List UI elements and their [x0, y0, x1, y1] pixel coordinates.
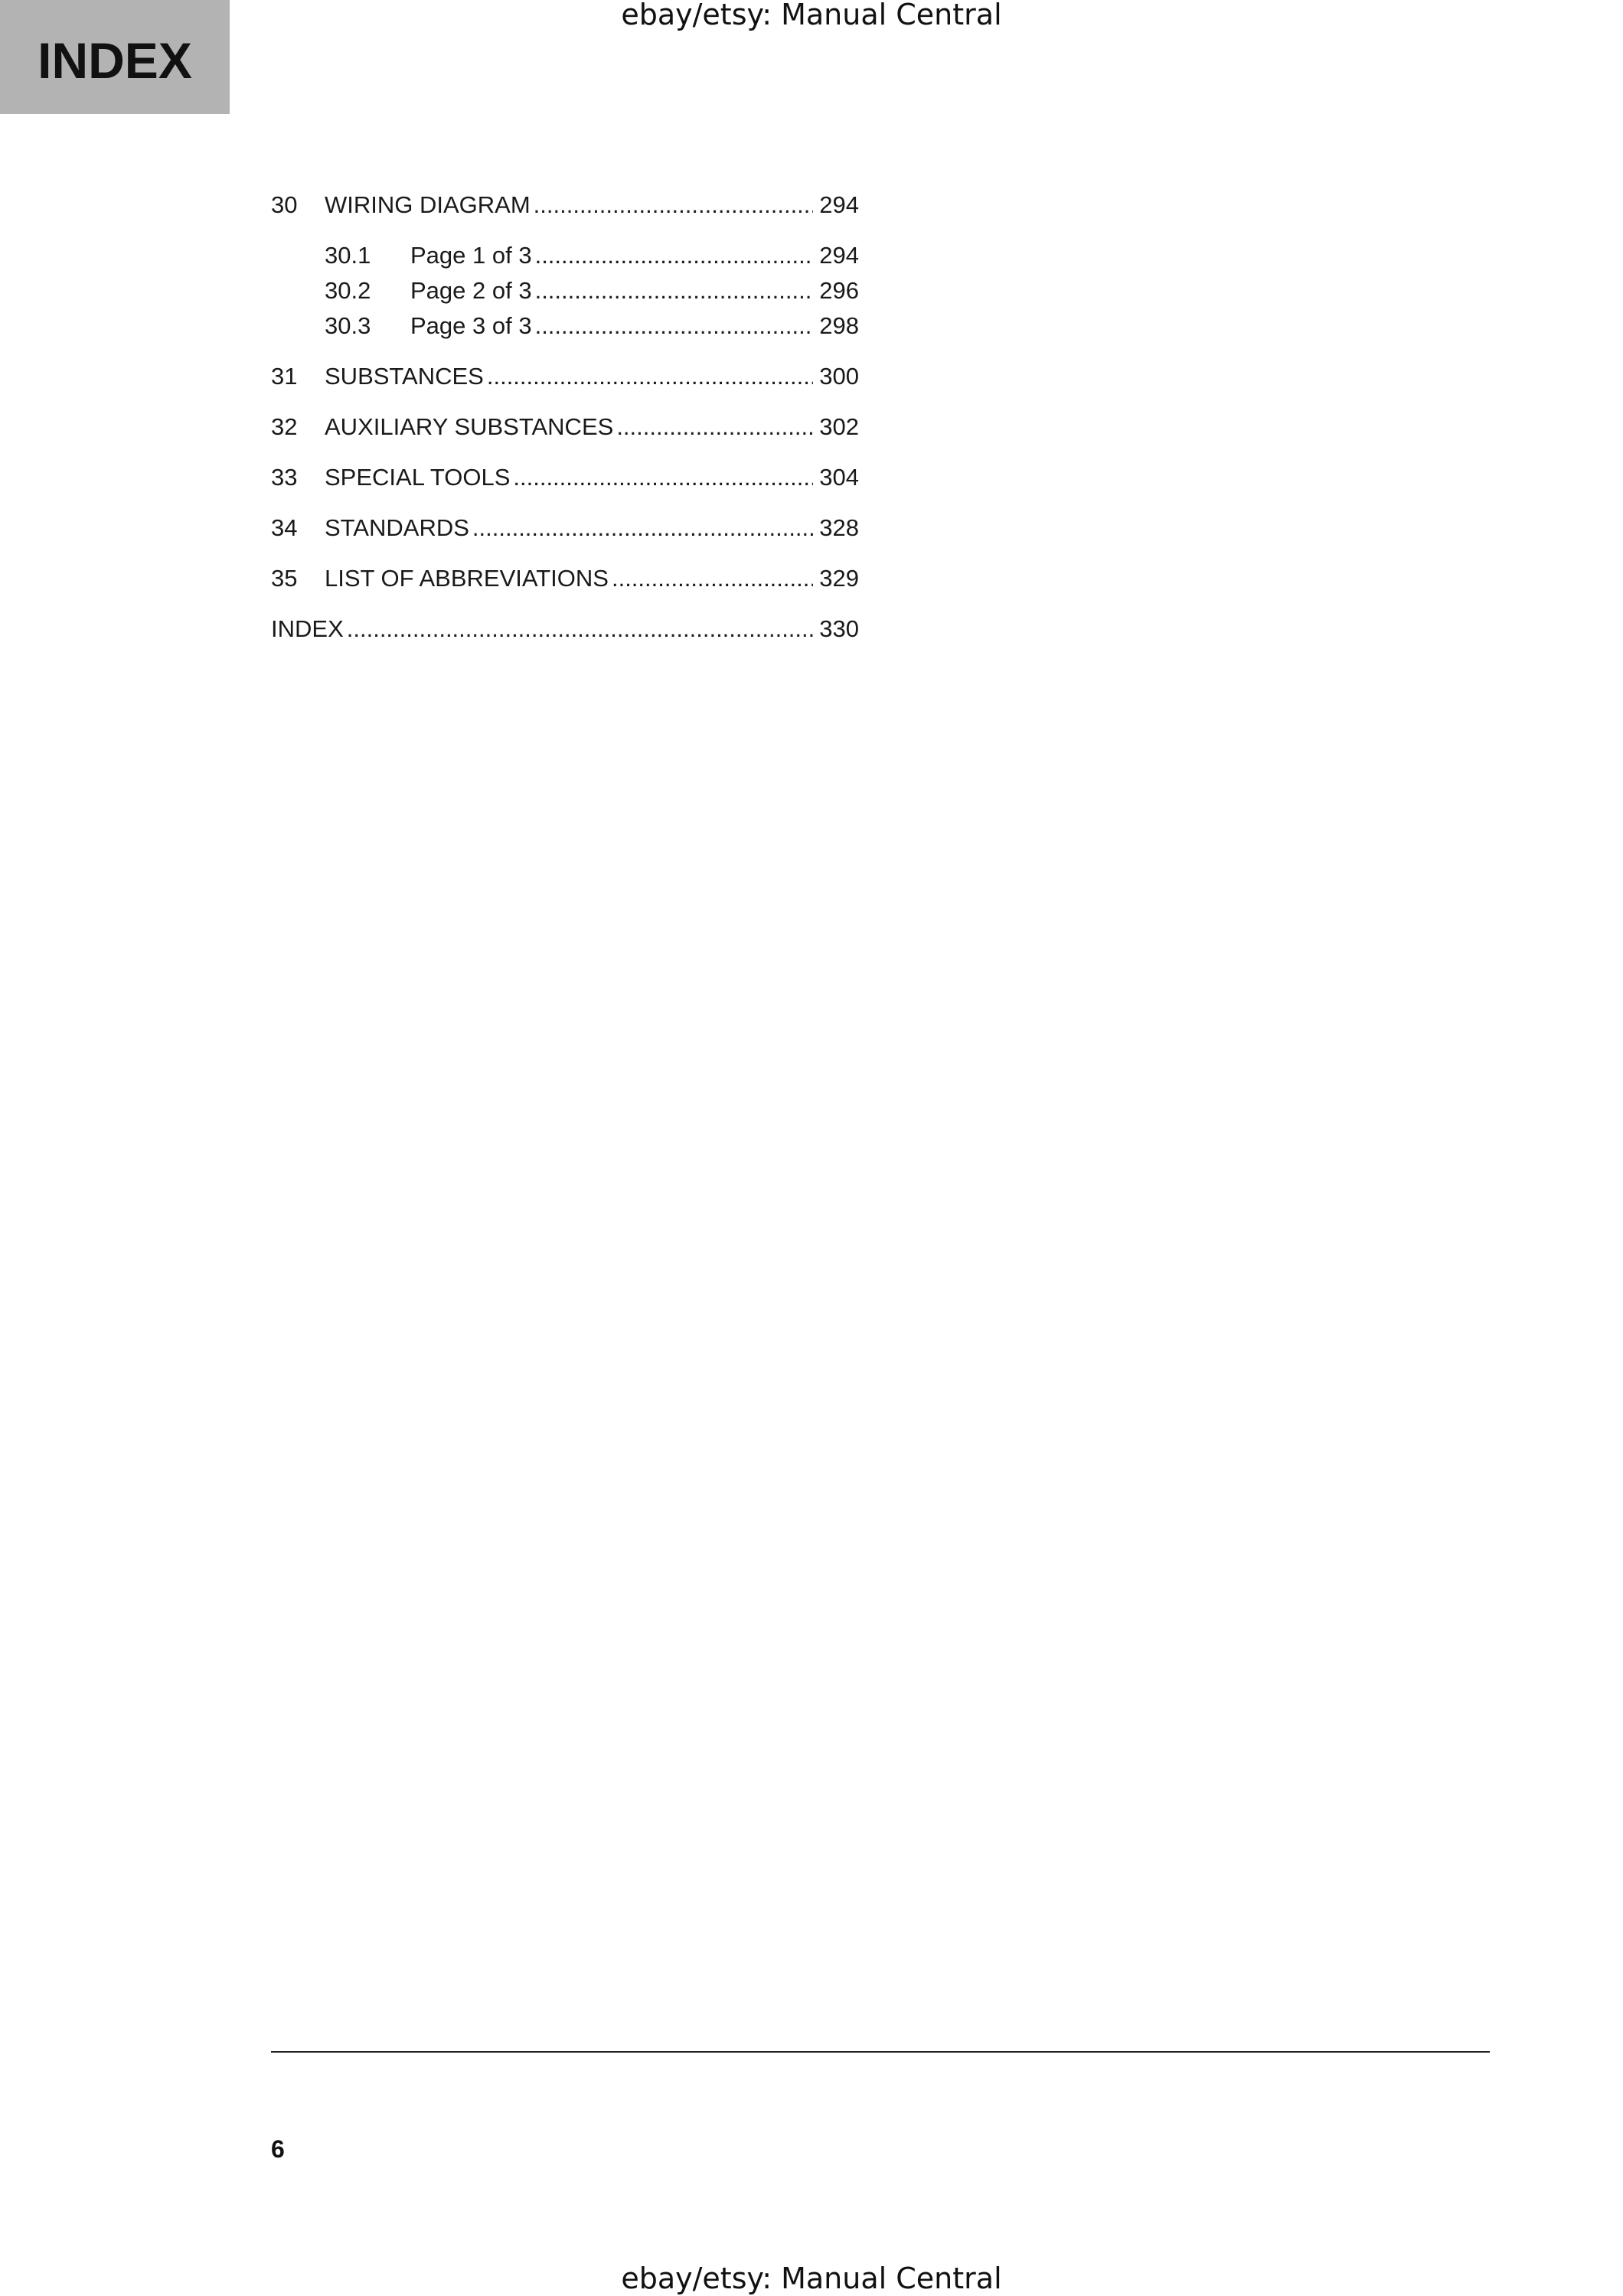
toc-entry-page: 298 — [819, 312, 859, 339]
toc-entry-number: 30.3 — [325, 312, 371, 339]
toc-entry-title: INDEX — [271, 615, 344, 642]
toc-leader-dots — [347, 612, 813, 646]
toc-entry-number: 30.1 — [325, 242, 371, 269]
toc-leader-dots — [487, 360, 813, 393]
toc-entry-page: 330 — [819, 615, 859, 642]
toc-entry-title: SPECIAL TOOLS — [325, 464, 511, 491]
toc-entry[interactable] — [271, 410, 859, 444]
toc-entry-page: 296 — [819, 277, 859, 304]
toc-entry-page: 300 — [819, 363, 859, 390]
toc-entry-title: STANDARDS — [325, 514, 469, 541]
toc-entry-page: 304 — [819, 464, 859, 491]
page-number: 6 — [271, 2135, 285, 2163]
toc-entry-title: Page 3 of 3 — [410, 312, 532, 339]
toc-entry[interactable] — [271, 461, 859, 494]
toc-entry-number: 30 — [271, 191, 298, 218]
toc-entry-title: Page 2 of 3 — [410, 277, 532, 304]
section-tab-label: INDEX — [38, 31, 192, 89]
toc-leader-dots — [535, 274, 813, 308]
toc-entry-number: 31 — [271, 363, 298, 390]
footer-divider — [271, 2051, 1490, 2053]
toc-entry[interactable] — [271, 188, 859, 222]
toc-entry-page: 328 — [819, 514, 859, 541]
toc-entry-number: 34 — [271, 514, 298, 541]
toc-entry-page: 302 — [819, 413, 859, 440]
toc-entry-page: 294 — [819, 191, 859, 218]
toc-entry-number: 30.2 — [325, 277, 371, 304]
toc-entry-page: 329 — [819, 565, 859, 592]
toc-entry-page: 294 — [819, 242, 859, 269]
watermark-bottom: ebay/etsy: Manual Central — [621, 2262, 1002, 2295]
toc-leader-dots — [513, 461, 813, 494]
section-tab — [0, 0, 230, 114]
toc-entry-number: 32 — [271, 413, 298, 440]
toc-entry-number: 33 — [271, 464, 298, 491]
toc-entry-title: LIST OF ABBREVIATIONS — [325, 565, 609, 592]
toc-entry[interactable] — [271, 612, 859, 646]
toc-entry-title: AUXILIARY SUBSTANCES — [325, 413, 614, 440]
toc-entry[interactable] — [271, 511, 859, 545]
toc-entry[interactable] — [271, 360, 859, 393]
toc-entry-title: WIRING DIAGRAM — [325, 191, 531, 218]
toc-subentry[interactable] — [325, 274, 859, 308]
toc-subentry[interactable] — [325, 239, 859, 272]
toc-leader-dots — [534, 188, 813, 222]
toc-leader-dots — [616, 410, 813, 444]
toc-entry[interactable] — [271, 562, 859, 595]
toc-leader-dots — [535, 309, 813, 343]
toc-entry-number: 35 — [271, 565, 298, 592]
toc-subentry[interactable] — [325, 309, 859, 343]
toc-entry-title: SUBSTANCES — [325, 363, 484, 390]
watermark-top: ebay/etsy: Manual Central — [621, 0, 1002, 31]
toc-entry-title: Page 1 of 3 — [410, 242, 532, 269]
toc-leader-dots — [472, 511, 813, 545]
toc-leader-dots — [612, 562, 813, 595]
toc-leader-dots — [535, 239, 813, 272]
